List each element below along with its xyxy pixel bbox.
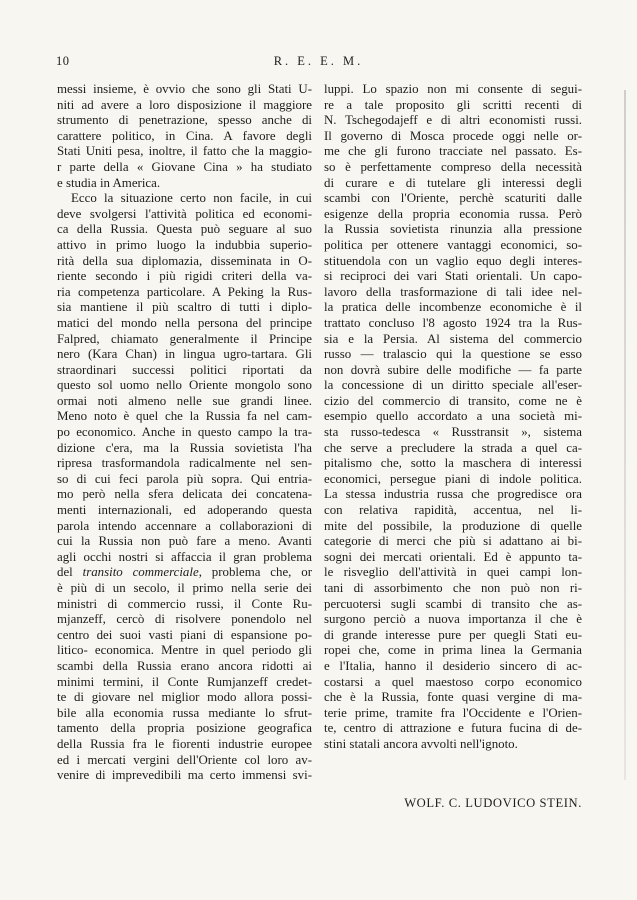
text-line: scambi con l'Oriente, perchè scaturiti dalle	[324, 191, 582, 206]
text-line: cui la Russia non può fare a meno. Avanti	[57, 534, 312, 549]
text-line: stituendola con un vaglio equo degli interes-	[324, 253, 582, 268]
text-line: centro dei suoi vasti piani di espansione po-	[57, 627, 312, 642]
text-line: dizione c'era, ma la Russia sovietista l'ha	[57, 440, 312, 455]
text-line: lavoro della trasformazione di tali idee nel-	[324, 284, 582, 299]
text-line: esigenze della propria economia russa. Però	[324, 206, 582, 221]
text-line: esempio quello accordato a una società mi-	[324, 409, 582, 424]
page-number: 10	[56, 54, 70, 68]
text-line: straordinari successi politici riportati da	[57, 362, 312, 377]
text-line: tamento della propria posizione geografica	[57, 721, 312, 736]
text-line: ed i mercati vergini dell'Oriente col loro av-	[57, 752, 312, 767]
text-line: so è perfettamente compreso della necessità	[324, 159, 582, 174]
text-line: ripresa trasformandola radicalmente nel sen-	[57, 456, 312, 471]
text-line: le risveglio dell'attività in quei campi lon-	[324, 565, 582, 580]
text-line: Stati Uniti pesa, inoltre, il fatto che la maggio-	[57, 144, 312, 159]
text-line: del transito commerciale, problema che, or	[57, 565, 312, 580]
text-line: niti ad avere a loro disposizione il maggiore	[57, 97, 312, 112]
text-line: so di cui feci parola più sopra. Qui entria-	[57, 471, 312, 486]
text-line: terie prime, tramite fra l'Occidente e l'Orien-	[324, 705, 582, 720]
text-line: sta russo-tedesca « Russtransit », sistema	[324, 425, 582, 440]
text-line: agli occhi nostri si affaccia il gran problema	[57, 549, 312, 564]
text-line: Ecco la situazione certo non facile, in cui	[71, 191, 312, 206]
left-text-column	[57, 82, 312, 784]
text-line: te di giovare nel miglior modo allora possi-	[57, 690, 312, 705]
text-line: minimi termini, il Conte Rumjanzeff credet-	[57, 674, 312, 689]
text-line: categorie di merci che più si adattano ai bi-	[324, 534, 582, 549]
text-line: rità della sua diplomazia, disseminata in O-	[57, 253, 312, 268]
text-line: luppi. Lo spazio non mi consente di segui-	[324, 82, 582, 96]
text-line: tani di assorbimento che non può non ri-	[324, 581, 582, 595]
text-line: strumento di penetrazione, spesso anche di	[57, 113, 312, 128]
text-line: della Russia fra le fiorenti industrie europee	[57, 736, 312, 751]
text-line: r parte della « Giovane Cina » ha studiato	[57, 159, 312, 174]
text-line: litico- economica. Mentre in quel periodo gli	[57, 643, 312, 658]
text-line: te, centro di attrazione e futura fucina di de-	[324, 721, 582, 736]
text-line: re a tale proposito gli scritti recenti di	[324, 97, 582, 112]
text-line: mjanzeff, cercò di risolvere ponendolo nel	[57, 612, 312, 627]
text-line: bile alla economia russa mediante lo sfrut-	[57, 705, 312, 720]
text-line: venire di imprevedibili ma certo immensi svi-	[57, 768, 312, 783]
text-line: sia mantiene il più scaltro di tutti i diplo-	[57, 300, 312, 315]
text-line: non dovrà subire delle modifiche — fa parte	[324, 362, 582, 377]
text-line: politica per ottenere vantaggi economici, so-	[324, 237, 582, 252]
text-line: scambi della Russia erano ancora ridotti ai	[57, 658, 312, 673]
text-line: ministri di commercio russi, il Conte Ru-	[57, 596, 312, 611]
text-line: Il governo di Mosca procede oggi nelle or-	[324, 128, 582, 143]
text-line: me che gli furono tracciate nel passato. Es-	[324, 144, 582, 159]
binding-edge	[624, 90, 626, 780]
text-line: di grande interesse pure per quegli Stati eu-	[324, 627, 582, 642]
text-line: questo sol uomo nello Oriente mongolo sono	[57, 378, 312, 393]
text-line: cizio del commercio di transito, come ne è	[324, 393, 582, 408]
text-line: mite del possibile, la produzione di quelle	[324, 518, 582, 533]
text-line: Falpred, chiamato generalmente il Principe	[57, 331, 312, 346]
text-line: e l'Italia, hanno il desiderio sincero di ac-	[324, 658, 582, 673]
text-line: che è la Russia, fonte quasi vergine di ma-	[324, 690, 582, 705]
text-line: messi insieme, è ovvio che sono gli Stati U-	[57, 82, 312, 96]
text-line: po economico. Anche in questo campo la tra-	[57, 425, 312, 440]
text-line: che serve a precludere la strada a quel ca-	[324, 440, 582, 455]
text-line: riente secondo i più rigidi criteri della va-	[57, 269, 312, 284]
text-line: stini statali ancora avvolti nell'ignoto.	[324, 736, 518, 751]
text-line: mo però nella sfera delicata dei concatena-	[57, 487, 312, 502]
text-line: deve svolgersi l'attività politica ed economi-	[57, 206, 312, 221]
text-line: si reciproci dei vari Stati orientali. Un capo-	[324, 269, 582, 284]
text-line: ormai noti almeno nelle sue grandi linee.	[57, 393, 312, 408]
text-line: surgono perciò a nuova importanza il che è	[324, 612, 582, 627]
text-line: attivo in primo luogo la indubbia superio-	[57, 237, 312, 252]
text-line: sogni dei mercati orientali. Ed è appunto ta-	[324, 549, 582, 564]
text-line: e studia in America.	[57, 175, 161, 190]
text-line: ca della Russia. Questa può seguare al suo	[57, 222, 312, 237]
text-line: la Russia sovietista rinunzia alla pressione	[324, 222, 582, 237]
text-line: percuotersi sugli scambi di transito che as-	[324, 596, 582, 611]
page-header	[56, 54, 581, 72]
text-line: nero (Kara Chan) in lingua ugro-tartara. Gli	[57, 347, 312, 362]
text-line: carattere politico, in Cina. A favore degli	[57, 128, 312, 143]
text-line: economici, persegue piani di indole politica.	[324, 471, 582, 486]
text-line: con relativa rapidità, accentua, nel li-	[324, 503, 582, 518]
text-line: costarsi a quel maestoso corpo economico	[324, 674, 582, 689]
text-line: pitalismo che, sotto la maschera di interessi	[324, 456, 582, 471]
author-signature: WOLF. C. LUDOVICO STEIN.	[404, 796, 582, 810]
right-text-column	[324, 82, 582, 753]
text-line: di curare e di tutelare gli interessi degli	[324, 175, 582, 190]
text-line: menti internazionali, ed adoperando questa	[57, 503, 312, 518]
text-line: N. Tschegodajeff e di altri economisti russi.	[324, 113, 582, 128]
text-line: la concessione di un diritto speciale all'eser-	[324, 378, 582, 393]
text-line: ropei che, come in prima linea la Germania	[324, 643, 582, 658]
text-line: russo — tralascio qui la questione se esso	[324, 347, 582, 362]
text-line: la pratica delle incombenze economiche è il	[324, 300, 582, 315]
text-line: ria competenza particolare. A Peking la Rus-	[57, 284, 312, 299]
text-line: La stessa industria russa che progredisce ora	[324, 487, 582, 502]
text-line: è più di un secolo, il primo nella serie dei	[57, 581, 312, 595]
text-line: matici del mondo nella persona del principe	[57, 315, 312, 330]
text-line: Meno noto è quel che la Russia fa nel cam-	[57, 409, 312, 424]
text-line: trattato concluso l'8 agosto 1924 tra la Rus-	[324, 315, 582, 330]
text-line: parola intendo accennare a collaborazioni di	[57, 518, 312, 533]
text-line: sia e la Persia. Al sistema del commercio	[324, 331, 582, 346]
running-title: R. E. E. M.	[273, 54, 364, 68]
